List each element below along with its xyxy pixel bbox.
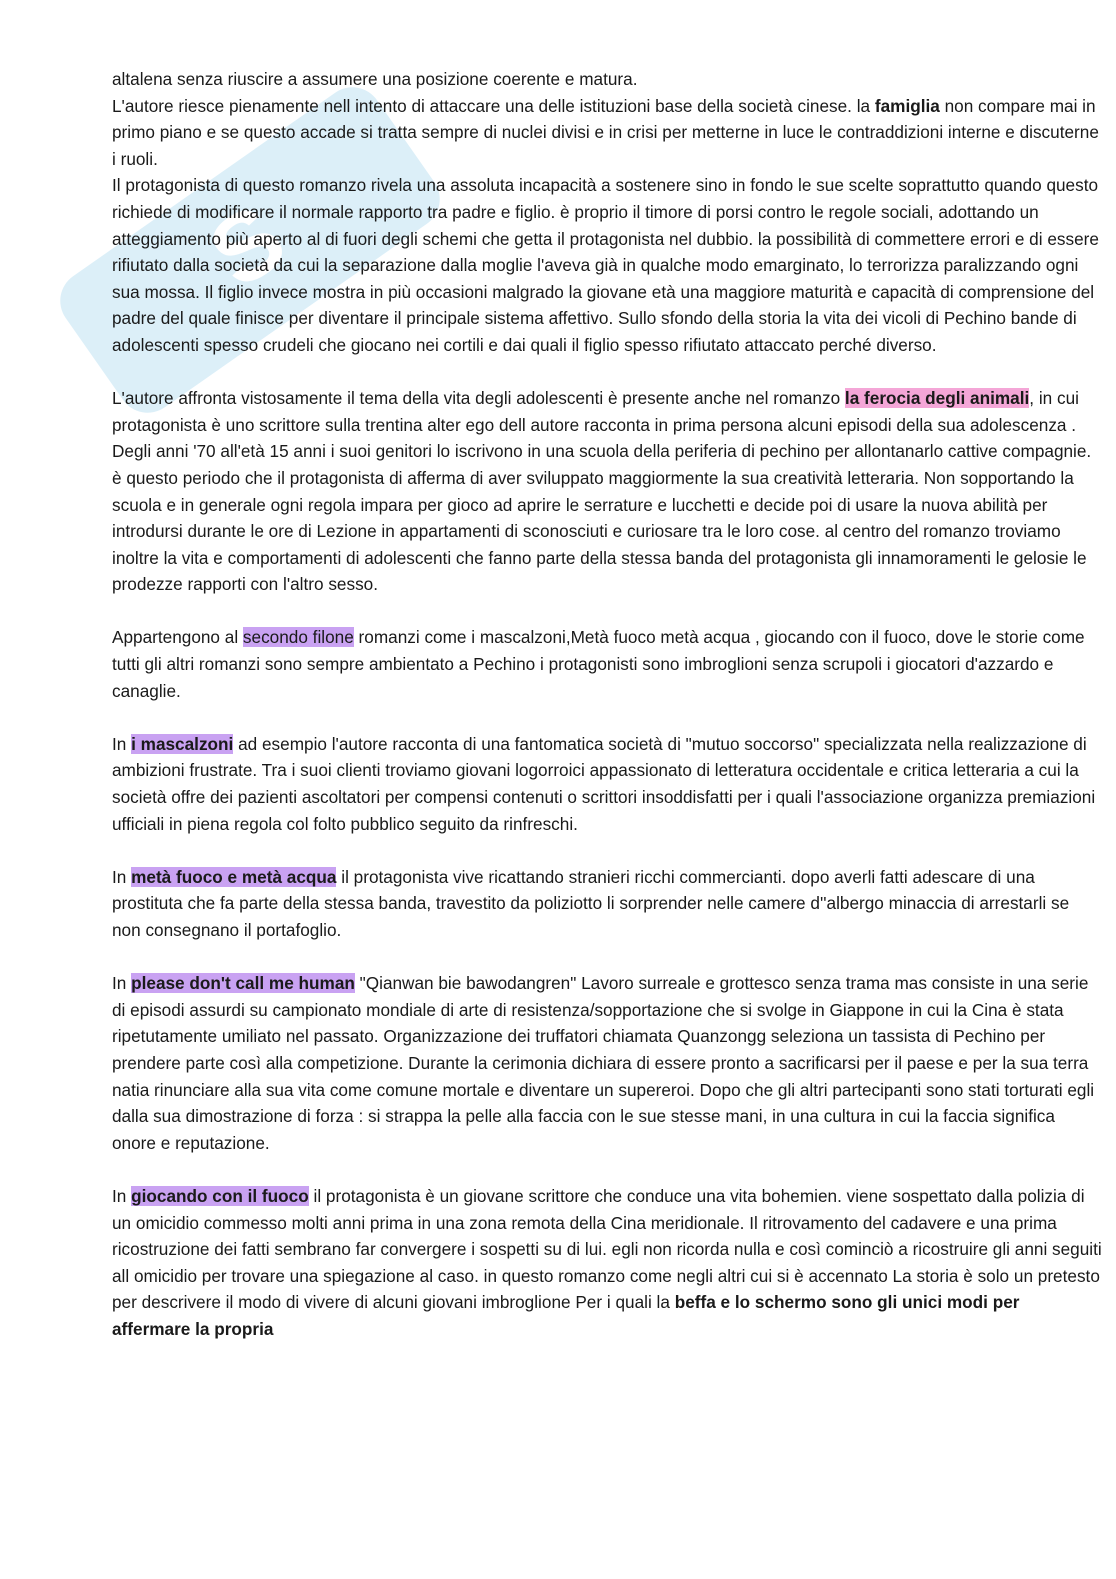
paragraph-gap xyxy=(112,704,1102,731)
paragraph-9-bold-ending: beffa e lo schermo sono gli unici modi per affermare la propria xyxy=(112,1292,1020,1339)
highlight-meta-fuoco-e-meta-acqua: metà fuoco e metà acqua xyxy=(131,866,337,887)
paragraph-6-text-b: ad esempio l'autore racconta di una fantomatica società di "mutuo soccorso" specializzata nella realizzazione di ambizioni frustrate. Tra i suoi clienti troviamo giovani logorroici appassionato di letteratura occidentale e critica letteraria a cui la società offre dei pazienti ascoltatori per compensi contenuti o scrittori insoddisfatti per i quali l'associazione organizza premiazioni ufficiali in piena regola col folto pubblico seguito da rinfreschi. xyxy=(112,733,1096,834)
paragraph-6-text-a: In xyxy=(112,733,132,754)
paragraph-3-text: Il protagonista di questo romanzo rivela una assoluta incapacità a sostenere sino in fondo le sue scelte soprattutto quando questo richiede di modificare il normale rapporto tra padre e figlio. è proprio il timore di porsi contro le regole sociali, adottando un atteggiamento più aperto al di fuori degli schemi che getta il protagonista nel dubbio. la possibilità di commettere errori e di essere rifiutato dalla società da cui la separazione dalla moglie l'aveva già in qualche modo emarginato, lo terrorizza paralizzando ogni sua mossa. Il figlio invece mostra in più occasioni malgrado la giovane età una maggiore maturità e capacità di comprensione del padre del quale finisce per diventare il principale sistema affettivo. Sullo sfondo della storia la vita dei vicoli di Pechino bande di adolescenti spesso crudeli che giocano nei cortili e dai quali il figlio spesso rifiutato attaccato perché diverso. xyxy=(112,175,1099,355)
paragraph-7-text-b: il protagonista vive ricattando stranieri ricchi commercianti. dopo averli fatti adescare di una prostituta che fa parte della stessa banda, travestito da poliziotto li sorprender nelle camere d''albergo minaccia di arrestarli se non consegnano il portafoglio. xyxy=(112,866,1070,940)
paragraph-8-text-a: In xyxy=(112,973,132,994)
paragraph-gap xyxy=(112,359,1102,386)
highlight-giocando-con-il-fuoco: giocando con il fuoco xyxy=(131,1185,309,1206)
paragraph-5-text-b: romanzi come i mascalzoni,Metà fuoco metà acqua , giocando con il fuoco, dove le storie come tutti gli altri romanzi sono sempre ambientato a Pechino i protagonisti sono imbroglioni senza scrupoli i giocatori d'azzardo e canaglie. xyxy=(112,627,1085,701)
paragraph-5-text-a: Appartengono al xyxy=(112,627,243,648)
highlight-secondo-filone: secondo filone xyxy=(242,627,354,648)
paragraph-gap xyxy=(112,837,1102,864)
paragraph-gap xyxy=(112,598,1102,625)
paragraph-8 xyxy=(112,970,1102,1156)
paragraph-1 xyxy=(112,66,1102,93)
highlight-i-mascalzoni: i mascalzoni xyxy=(131,733,234,754)
paragraph-4 xyxy=(112,385,1102,598)
paragraph-4-text-b: , in cui protagonista è uno scrittore sulla trentina alter ego dell autore racconta in prima persona alcuni episodi della sua adolescenza . Degli anni '70 all'età 15 anni i suoi genitori lo iscrivono in una scuola della periferia di pechino per allontanarlo cattive compagnie. è questo periodo che il protagonista di afferma di aver sviluppato maggiormente la sua creatività letteraria. Non sopportando la scuola e in generale ogni regola impara per gioco ad aprire le serrature e lucchetti e decide poi di usare la nuova abilità per introdursi durante le ore di Lezione in appartamenti di sconosciuti e curiosare tra le loro cose. al centro del romanzo troviamo inoltre la vita e comportamenti di adolescenti che fanno parte della stessa banda del protagonista gli innamoramenti le gelosie le prodezze rapporti con l'altro sesso. xyxy=(112,388,1092,595)
highlight-la-ferocia-degli-animali: la ferocia degli animali xyxy=(844,388,1030,409)
paragraph-7 xyxy=(112,864,1102,944)
paragraph-2-text-b: non compare mai in primo piano e se questo accade si tratta sempre di nuclei divisi e in crisi per metterne in luce le contraddizioni interne e discuterne i ruoli. xyxy=(112,95,1099,169)
paragraph-2 xyxy=(112,93,1102,173)
paragraph-9-text-b: il protagonista è un giovane scrittore che conduce una vita bohemien. viene sospettato dalla polizia di un omicidio commesso molti anni prima in una zona remota della Cina meridionale. Il ritrovamento del cadavere e una prima ricostruzione dei fatti sembrano far convergere i sospetti su di lui. egli non ricorda nulla e così cominciò a ricostruire gli anni seguiti all omicidio per trovare una spiegazione al caso. in questo romanzo come negli altri cui si è accennato La storia è solo un pretesto per descrivere il modo di vivere di alcuni giovani imbroglione Per i quali la xyxy=(112,1185,1102,1313)
paragraph-gap xyxy=(112,944,1102,971)
paragraph-6 xyxy=(112,731,1102,837)
paragraph-9-text-a: In xyxy=(112,1185,132,1206)
highlight-please-dont-call-me-human: please don't call me human xyxy=(131,973,355,994)
paragraph-4-text-a: L'autore affronta vistosamente il tema della vita degli adolescenti è presente anche nel romanzo xyxy=(112,388,845,409)
paragraph-9 xyxy=(112,1183,1102,1343)
paragraph-5 xyxy=(112,624,1102,704)
paragraph-3 xyxy=(112,172,1102,358)
paragraph-gap xyxy=(112,1156,1102,1183)
paragraph-8-text-b: "Qianwan bie bawodangren" Lavoro surreale e grottesco senza trama mas consiste in una serie di episodi assurdi su campionato mondiale di arte di resistenza/sopportazione che si svolge in Giappone in cui la Cina è stata ripetutamente umiliato nel passato. Organizzazione dei truffatori chiamata Quanzongg seleziona un tassista di Pechino per prendere parte così alla competizione. Durante la cerimonia dichiara di essere pronto a sacrificarsi per il paese e per la sua terra natia rinunciare alla sua vita come comune mortale e diventare un supereroi. Dopo che gli altri partecipanti sono stati torturati egli dalla sua dimostrazione di forza : si strappa la pelle alla faccia con le sue stesse mani, in una cultura in cui la faccia significa onore e reputazione. xyxy=(112,973,1095,1153)
paragraph-2-text-a: L'autore riesce pienamente nell intento di attaccare una delle istituzioni base della società cinese. la xyxy=(112,95,875,116)
paragraph-2-bold-famiglia: famiglia xyxy=(874,95,940,116)
document-body xyxy=(112,66,1102,1343)
paragraph-1-text: altalena senza riuscire a assumere una posizione coerente e matura. xyxy=(112,69,638,89)
svg-text:S: S xyxy=(190,184,305,309)
paragraph-7-text-a: In xyxy=(112,866,132,887)
